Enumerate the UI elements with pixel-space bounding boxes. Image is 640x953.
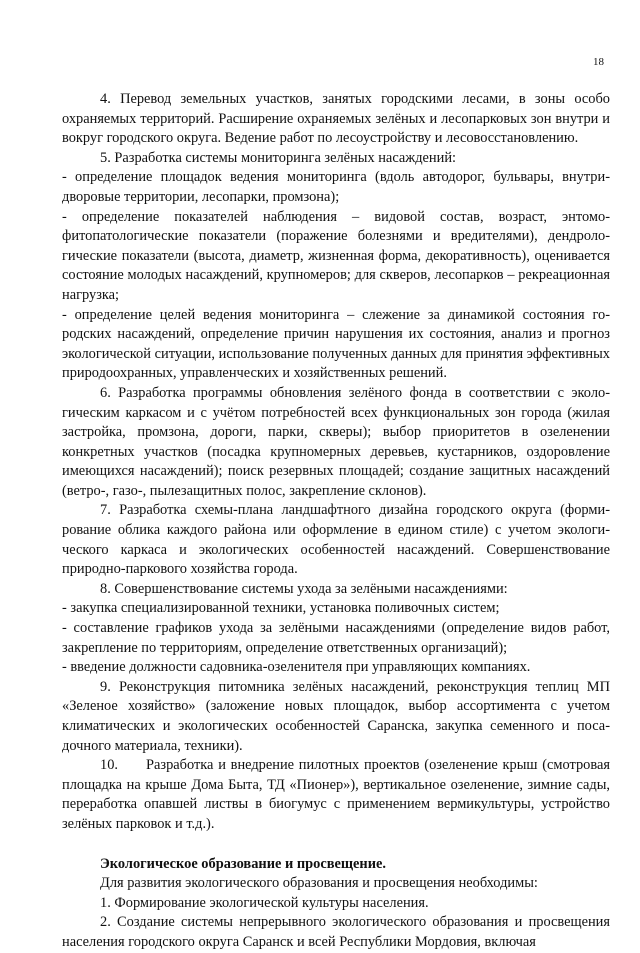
section-heading: Экологическое образование и просвещение. <box>100 855 386 872</box>
bullet-monitoring-sites: - определение площадок ведения мониторинга (вдоль автодорог, бульвары, внутридворовые территории, лесопарки, промзона); <box>62 169 610 205</box>
paragraph-item-10 <box>62 756 610 834</box>
bullet-care-schedules: - составление графиков ухода за зелёными насаждениями (определение видов работ, закрепление по территориям, определение ответственных организаций); <box>62 620 610 656</box>
bullet-monitoring-goals: - определение целей ведения мониторинга – слежение за динамикой состояния городских насаждений, определение причин нарушения их состояния, анализ и прогноз экологической ситуации, использование полученных данных для принятия эффективных природоохранных, управленческих и хозяйственных решений. <box>62 306 610 382</box>
paragraph-item-8-title: 8. Совершенствование системы ухода за зелёными насаждениями: <box>100 580 508 597</box>
paragraph-item-9: 9. Реконструкция питомника зелёных насаждений, реконструкция теплиц МП «Зеленое хозяйство» (заложение новых площадок, выбор ассортимента с учетом климатических и экологических особенностей Саранска, закупка семенного и посадочного материала, техники). <box>62 678 610 754</box>
section-list-item-2: 2. Создание системы непрерывного экологического образования и просвещения населения городского округа Саранск и всей Республики Мордовия, включая <box>62 914 610 950</box>
section-spacer <box>62 835 610 855</box>
page-number: 18 <box>593 56 604 68</box>
section-list-item-1: 1. Формирование экологической культуры населения. <box>100 894 429 911</box>
bullet-equipment-purchase: - закупка специализированной техники, установка поливочных систем; <box>62 600 500 617</box>
bullet-gardener-position: - введение должности садовника-озеленителя при управляющих компаниях. <box>62 659 531 676</box>
page-content <box>62 90 610 953</box>
item-10-number: 10. <box>100 757 118 774</box>
paragraph-item-4: 4. Перевод земельных участков, занятых городскими лесами, в зоны особо охраняемых территорий. Расширение охраняемых зелёных и лесопарковых зон внутри и вокруг городского округа. Ведение работ по лесоустройству и лесовосстановлению. <box>62 91 610 147</box>
paragraph-item-6: 6. Разработка программы обновления зелёного фонда в соответствии с экологическим каркасом и с учётом потребностей всех функциональных зон города (жилая застройка, промзона, дороги, парки, скверы); выбор приоритетов в озеленении конкретных участков (посадка крупномерных деревьев, кустарников, оздоровление имеющихся насаждений); поиск резервных площадей; создание защитных насаждений (ветро-, газо-, пылезащитных полос, закрепление склонов). <box>62 384 610 499</box>
item-10-text: Разработка и внедрение пилотных проектов (озеленение крыш (смотровая площадка на крыше Дома Быта, ТД «Пионер»), вертикальное озеленение, зимние сады, переработка опавшей листвы в биогумус с применением вермикультуры, устройство зелёных парковок и т.д.). <box>62 757 610 832</box>
bullet-monitoring-indicators: - определение показателей наблюдения – видовой состав, возраст, энтомофитопатологические показатели (поражение болезнями и вредителями), дендрологические показатели (высота, диаметр, жизненная форма, декоративность), оценивается состояние молодых насаждений, крупномеров; для скверов, лесопарков – рекреационная нагрузка; <box>62 208 610 303</box>
paragraph-item-5-title: 5. Разработка системы мониторинга зелёных насаждений: <box>100 149 457 166</box>
section-intro: Для развития экологического образования и просвещения необходимы: <box>100 875 538 892</box>
paragraph-item-7: 7. Разработка схемы-плана ландшафтного дизайна городского округа (формирование облика каждого района или оформление в едином стиле) с учетом экологического каркаса и экологических особенностей насаждений. Совершенствование природно-паркового хозяйства города. <box>62 502 610 578</box>
